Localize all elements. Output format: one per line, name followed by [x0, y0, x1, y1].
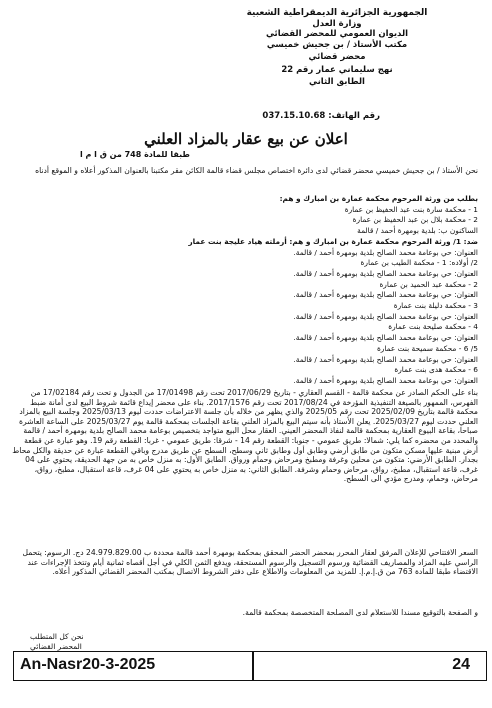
- notice-body: بناء على الحكم الصادر عن محكمة قالمة - القسم العقاري - بتاريخ 2017/06/29 تحت رقم 17/01498 من الجدول و تحت رقم 17/02184 من الفهرس، الممهور بالصيغة التنفيذية المؤرخة في 2017/08/24 تحت رقم 2017/1576. بناء على محضر إيداع قائمة شروط البيع لدى أمانة ضبط محكمة قالمة بتاريخ 2025/02/09 تحت رقم 2025/05 والذي يظهر من خلاله بأن جلسة الاعتراضات حددت ليوم 2025/03/13 وجلسة البيع بالمزاد العلني حددت ليوم 2025/03/27. يعلن الأستاذ بأنه سيتم البيع بالمزاد العلني بقاعة الجلسات بمحكمة قالمة يوم 2025/03/27 على الساعة العاشرة صباحا، بقاعة البيوع العقارية بمحكمة قالمة لنفاذ المحضر العيني. العقار محل البيع متواجد بتخصيص بوعامة محمد الصالح بلدية بومهرة أحمد / قالمة والمحدد من محضره كما يلي: شمالا: طريق عمومي - جنوبا: القطعة رقم 14 - شرقا: طريق عمومي - غربا: القطعة رقم 19. وهو عبارة عن قطعة أرض مبنية عليها مسكن متكون من طابق أرضي وطابق أول وطابق ثاني وسطح، السطح عن طريق مدرج وباقي القطعة عبارة عن حديقة والكل محاط بجدار. الطابق الأرضي: متكون من محلين وغرفة ومطبخ ومرحاض وحمام ورواق. الطابق الأول: به منزل خاص به من جهة الحديقة، يحتوي على 04 غرف، قاعة استقبال، مطبخ، رواق، مرحاض وحمام وشرفة. الطابق الثاني: به منزل خاص به يحتوي على 04 غرف، قاعة استقبال، مطبخ، رواق، مرحاض، وحمام، ومدرج مؤدي الى السطح.: [12, 388, 478, 484]
- notice-title: اعلان عن بيع عقار بالمزاد العلني: [144, 130, 348, 148]
- party-line: العنوان: حي بوعامة محمد الصالح بلدية بومهرة أحمد / قالمة.: [293, 268, 478, 278]
- party-line: الساكنون ب: بلدية بومهرة أحمد / قالمة: [357, 226, 478, 236]
- party-line: 5/ 6 - محكمة سميحة بنت عمارة: [376, 343, 478, 353]
- party-line: العنوان: حي بوعامة محمد الصالح بلدية بومهرة أحمد / قالمة.: [293, 354, 478, 364]
- header-republic: الجمهورية الجزائرية الديمقراطية الشعبية: [246, 8, 428, 18]
- party-line: 1 - محكمة سارة بنت عبد الحفيظ بن عمارة: [344, 204, 478, 214]
- party-line: بطلب من ورثة المرحوم محكمة عمارة بن امبارك و هم:: [279, 194, 478, 203]
- signature-line-2: المحضر القضائي: [30, 642, 82, 651]
- notice-subtitle: طبقا للمادة 748 من ق ا م ا: [80, 150, 190, 159]
- party-line: العنوان: حي بوعامة محمد الصالح بلدية بومهرة أحمد / قالمة.: [293, 375, 478, 385]
- header-floor: الطابق الثاني: [309, 77, 365, 87]
- party-line: 2 - محكمة بلال بن عبد الحفيظ بن عمارة: [352, 215, 478, 225]
- footer-box: [13, 651, 487, 681]
- footer-page-number: 24: [452, 656, 470, 673]
- party-line: 3 - محكمة دليلة بنت عمارة: [393, 301, 478, 311]
- footer-publication: An-Nasr20-3-2025: [20, 656, 156, 673]
- party-line: 2 - محكمة عبد الحميد بن عمارة: [379, 279, 478, 289]
- party-line: 6 - محكمة هدى بنت عمارة: [394, 365, 478, 375]
- party-line: ضد: 1/ ورثة المرحوم محكمة عمارة بن امبارك و هم: أرملته هياد عليجة بنت عمار: [188, 236, 478, 246]
- signature-block: [30, 632, 84, 652]
- header-address: نهج سليماني عمار رقم 22: [281, 65, 393, 75]
- party-line: العنوان: حي بوعامة محمد الصالح بلدية بومهرة أحمد / قالمة.: [293, 333, 478, 343]
- notice-intro: نحن الأستاذ / بن جحيش خميسي محضر قضائي لدى دائرة اختصاص مجلس قضاء قالمة الكائن مقر مكتبنا بالعنوان المذكور أعلاه و الموقع أدناه: [35, 166, 478, 175]
- signature-line-1: نحن كل المتطلب: [30, 632, 84, 641]
- party-line: 2/ أولاده: 1 - محكمة الطيب بن عمارة: [360, 258, 478, 268]
- party-line: العنوان: حي بوعامة محمد الصالح بلدية بومهرة أحمد / قالمة.: [293, 247, 478, 257]
- party-line: 4 - محكمة صليحة بنت عمارة: [388, 322, 478, 332]
- header-office: الديوان العمومي للمحضر القضائي: [265, 29, 409, 39]
- notice-closing: و الصفحة بالتوقيع مسندا للاستعلام لدى المصلحة المتخصصة بمحكمة قالمة.: [242, 608, 478, 617]
- header-phone: رقم الهاتف: 037.15.10.68: [262, 111, 380, 121]
- header-ministry: وزارة العدل: [312, 19, 362, 29]
- parties-list: [10, 194, 478, 387]
- header-bailiff-name: مكتب الأستاذ / بن جحيش خميسي: [266, 40, 408, 50]
- party-line: العنوان: حي بوعامة محمد الصالح بلدية بومهرة أحمد / قالمة.: [293, 311, 478, 321]
- header-bailiff-title: محضر قضائي: [308, 52, 366, 62]
- footer-divider: [252, 652, 254, 680]
- party-line: العنوان: حي بوعامة محمد الصالح بلدية بومهرة أحمد / قالمة.: [293, 290, 478, 300]
- notice-terms: السعر الافتتاحي للإعلان المرفق لعقار المحرر بمحضر الحضر المحقق بمحكمة بومهرة أحمد قالمة محددة ب 24.979.829.00 دج. الرسوم: يتحمل الراسي عليه المزاد والمصاريف القضائية ورسوم التسجيل والرسوم المستحقة، ويدفع الثمن الكلي في أجل أقصاه ثمانية أيام وتتخذ الإجراءات عند الاقتضاء طبقا للمادة 763 من ق.إ.م.إ. للمزيد من المعلومات والاطلاع على دفتر الشروط الاتصال بمكتب المحضر القضائي المذكور أعلاه.: [22, 548, 478, 577]
